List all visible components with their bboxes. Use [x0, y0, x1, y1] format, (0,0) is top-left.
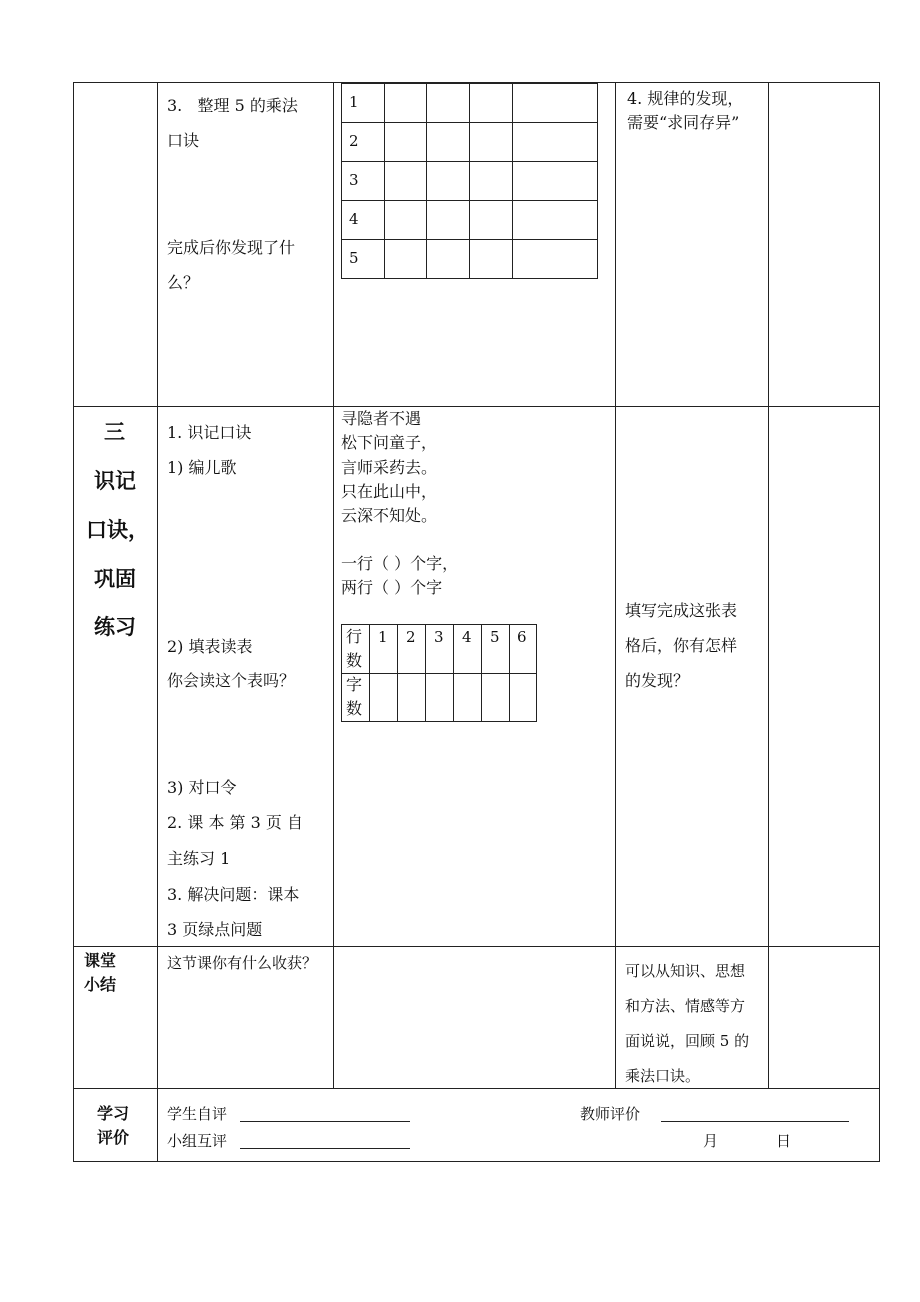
teacher-eval-label: 教师评价 [580, 1105, 641, 1123]
table-note-line: 格后，你有怎样 [625, 636, 738, 655]
table-rule [879, 82, 880, 1162]
poem-line: 云深不知处。 [341, 506, 438, 525]
self-eval-blank[interactable] [240, 1121, 410, 1122]
row-number: 5 [349, 249, 359, 267]
column-number: 5 [490, 628, 500, 646]
row-number: 4 [349, 210, 359, 228]
activity-1: 1. 识记口诀 [167, 423, 252, 442]
discovery-question-line1: 完成后你发现了什 [167, 238, 296, 257]
summary-label: 小结 [84, 975, 117, 994]
pattern-note-line2: 需要“求同存异” [627, 113, 740, 132]
table-rule [73, 946, 880, 947]
activity-3-line1: 3. 解决问题：课本 [167, 885, 300, 904]
column-number: 6 [517, 628, 527, 646]
inner-rule [369, 624, 370, 722]
step-3-title [167, 96, 298, 116]
inner-rule [425, 624, 426, 722]
heading-line: 练习 [94, 615, 136, 639]
heading-line: 识记 [94, 469, 136, 493]
column-number: 3 [434, 628, 444, 646]
teacher-eval-blank[interactable] [661, 1121, 849, 1122]
evaluation-label: 学习 [97, 1104, 130, 1123]
table-rule [615, 82, 616, 1089]
step-3-title-cont: 口诀 [167, 131, 200, 150]
inner-rule [536, 624, 537, 722]
activity-1-1: 1) 编儿歌 [167, 458, 237, 477]
inner-rule [341, 721, 537, 722]
inner-rule [341, 83, 342, 279]
activity-1-3: 3) 对口令 [167, 778, 237, 797]
table-rule [768, 82, 769, 1089]
summary-note-line: 面说说，回顾 5 的 [625, 1032, 750, 1050]
peer-eval-blank[interactable] [240, 1148, 410, 1149]
table-rule [73, 406, 880, 407]
row-number: 1 [349, 93, 359, 111]
poem-line: 只在此山中， [341, 482, 438, 501]
activity-2-line2: 主练习 1 [167, 849, 231, 868]
poem-line: 松下问童子， [341, 433, 438, 452]
step-title-text: 整理 5 的乘法 [197, 96, 298, 115]
row-header-lines: 行 [346, 627, 363, 646]
month-label: 月 [703, 1132, 719, 1150]
table-rule [73, 82, 74, 1162]
summary-label: 课堂 [84, 951, 117, 970]
table-rule [73, 1088, 880, 1089]
poem-title: 寻隐者不遇 [341, 409, 422, 428]
table-note-line: 填写完成这张表 [625, 601, 738, 620]
pattern-note-line1: 4. 规律的发现， [627, 89, 744, 108]
inner-rule [426, 83, 427, 279]
column-number: 1 [378, 628, 388, 646]
summary-question: 这节课你有什么收获？ [167, 954, 318, 972]
summary-note-line: 乘法口诀。 [625, 1067, 701, 1085]
table-note-line: 的发现？ [625, 671, 690, 690]
self-eval-label: 学生自评 [167, 1105, 228, 1123]
activity-1-2: 2) 填表读表 [167, 637, 253, 656]
inner-rule [384, 83, 385, 279]
activity-2-line1: 2. 课 本 第 3 页 自 [167, 813, 303, 832]
summary-note-line: 和方法、情感等方 [625, 997, 746, 1015]
column-number: 2 [406, 628, 416, 646]
inner-rule [469, 83, 470, 279]
heading-line: 三 [104, 420, 125, 444]
row-header-chars: 字 [346, 675, 363, 694]
activity-3-line2: 3 页绿点问题 [167, 920, 263, 939]
row-header-chars: 数 [346, 699, 363, 718]
row-number: 3 [349, 171, 359, 189]
inner-rule [512, 83, 513, 279]
inner-rule [481, 624, 482, 722]
table-rule [157, 82, 158, 1162]
inner-rule [597, 83, 598, 279]
inner-rule [509, 624, 510, 722]
inner-rule [341, 673, 537, 674]
step-number: 3. [167, 96, 183, 115]
inner-rule [397, 624, 398, 722]
row-number: 2 [349, 132, 359, 150]
activity-1-2-question: 你会读这个表吗？ [167, 671, 296, 690]
day-label: 日 [776, 1132, 792, 1150]
inner-rule [453, 624, 454, 722]
poem-line: 言师采药去。 [341, 458, 438, 477]
blank-line-1: 一行（ ）个字， [341, 554, 459, 573]
heading-line: 口诀， [86, 518, 149, 542]
discovery-question-line2: 么？ [167, 273, 200, 292]
heading-line: 巩固 [94, 567, 136, 591]
inner-rule [341, 624, 537, 625]
evaluation-label: 评价 [97, 1128, 130, 1147]
summary-note-line: 可以从知识、思想 [625, 962, 746, 980]
blank-line-2: 两行（ ）个字 [341, 578, 443, 597]
table-rule [333, 82, 334, 1089]
peer-eval-label: 小组互评 [167, 1132, 228, 1150]
row-header-lines: 数 [346, 651, 363, 670]
column-number: 4 [462, 628, 472, 646]
inner-rule [341, 624, 342, 722]
table-rule [73, 1161, 880, 1162]
